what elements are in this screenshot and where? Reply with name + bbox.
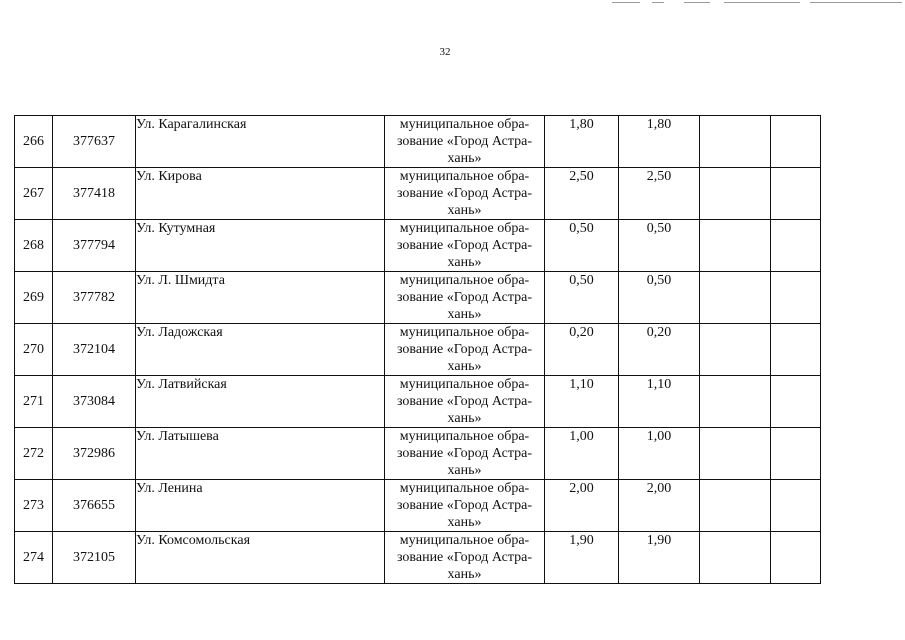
empty-cell bbox=[700, 532, 771, 584]
owner-text-line: муниципальное обра- bbox=[399, 429, 530, 444]
scan-artifact-line bbox=[684, 2, 710, 3]
object-code-cell: 377418 bbox=[53, 168, 136, 220]
owner-text-line: муниципальное обра- bbox=[399, 221, 530, 236]
owner-text-line: зование «Город Астра- bbox=[396, 498, 532, 513]
owner-cell bbox=[385, 532, 545, 584]
street-name-cell: Ул. Л. Шмидта bbox=[136, 272, 385, 324]
owner-text-line: муниципальное обра- bbox=[399, 117, 530, 132]
length-value-cell: 1,00 bbox=[545, 428, 619, 480]
length-value-cell: 2,00 bbox=[545, 480, 619, 532]
owner-text-line: хань» bbox=[447, 203, 482, 218]
row-number-cell: 271 bbox=[15, 376, 53, 428]
scan-artifact-line bbox=[612, 2, 640, 3]
object-code-cell: 377782 bbox=[53, 272, 136, 324]
empty-cell bbox=[771, 220, 821, 272]
owner-text-line: зование «Город Астра- bbox=[396, 446, 532, 461]
owner-text-line: хань» bbox=[447, 151, 482, 166]
owner-cell bbox=[385, 116, 545, 168]
object-code-cell: 372104 bbox=[53, 324, 136, 376]
empty-cell bbox=[700, 168, 771, 220]
object-code-cell: 377794 bbox=[53, 220, 136, 272]
street-name-cell: Ул. Ладожская bbox=[136, 324, 385, 376]
street-name-cell: Ул. Карагалинская bbox=[136, 116, 385, 168]
empty-cell bbox=[771, 168, 821, 220]
object-code-cell: 377637 bbox=[53, 116, 136, 168]
empty-cell bbox=[700, 220, 771, 272]
owner-text-line: зование «Город Астра- bbox=[396, 394, 532, 409]
owner-cell bbox=[385, 480, 545, 532]
owner-cell bbox=[385, 428, 545, 480]
owner-text-line: муниципальное обра- bbox=[399, 169, 530, 184]
length-value-cell: 2,50 bbox=[545, 168, 619, 220]
owner-text-line: муниципальное обра- bbox=[399, 377, 530, 392]
owner-text-line: муниципальное обра- bbox=[399, 273, 530, 288]
table-row bbox=[15, 532, 821, 584]
length-value-cell: 1,90 bbox=[619, 532, 700, 584]
row-number-cell: 269 bbox=[15, 272, 53, 324]
owner-text-line: хань» bbox=[447, 255, 482, 270]
table-row bbox=[15, 116, 821, 168]
street-name-cell: Ул. Кирова bbox=[136, 168, 385, 220]
table-row bbox=[15, 376, 821, 428]
empty-cell bbox=[771, 116, 821, 168]
street-name-cell: Ул. Латвийская bbox=[136, 376, 385, 428]
empty-cell bbox=[771, 272, 821, 324]
street-name-cell: Ул. Комсомольская bbox=[136, 532, 385, 584]
street-name-cell: Ул. Ленина bbox=[136, 480, 385, 532]
length-value-cell: 0,20 bbox=[619, 324, 700, 376]
table-row bbox=[15, 428, 821, 480]
length-value-cell: 1,80 bbox=[619, 116, 700, 168]
owner-cell bbox=[385, 376, 545, 428]
empty-cell bbox=[771, 324, 821, 376]
length-value-cell: 1,80 bbox=[545, 116, 619, 168]
object-code-cell: 373084 bbox=[53, 376, 136, 428]
owner-text-line: зование «Город Астра- bbox=[396, 186, 532, 201]
empty-cell bbox=[700, 272, 771, 324]
length-value-cell: 2,00 bbox=[619, 480, 700, 532]
owner-text-line: зование «Город Астра- bbox=[396, 290, 532, 305]
table-row bbox=[15, 272, 821, 324]
table-row bbox=[15, 324, 821, 376]
owner-text-line: зование «Город Астра- bbox=[396, 342, 532, 357]
length-value-cell: 1,90 bbox=[545, 532, 619, 584]
owner-text-line: хань» bbox=[447, 307, 482, 322]
length-value-cell: 0,50 bbox=[619, 220, 700, 272]
empty-cell bbox=[771, 480, 821, 532]
owner-text-line: хань» bbox=[447, 567, 482, 582]
empty-cell bbox=[771, 532, 821, 584]
row-number-cell: 266 bbox=[15, 116, 53, 168]
registry-table-body bbox=[15, 116, 821, 584]
owner-text-line: муниципальное обра- bbox=[399, 325, 530, 340]
owner-text-line: муниципальное обра- bbox=[399, 533, 530, 548]
registry-table bbox=[14, 115, 821, 584]
scan-artifact-line bbox=[810, 2, 902, 3]
length-value-cell: 0,20 bbox=[545, 324, 619, 376]
object-code-cell: 372986 bbox=[53, 428, 136, 480]
empty-cell bbox=[700, 480, 771, 532]
length-value-cell: 2,50 bbox=[619, 168, 700, 220]
row-number-cell: 270 bbox=[15, 324, 53, 376]
object-code-cell: 376655 bbox=[53, 480, 136, 532]
owner-cell bbox=[385, 272, 545, 324]
length-value-cell: 1,10 bbox=[545, 376, 619, 428]
length-value-cell: 1,00 bbox=[619, 428, 700, 480]
page-number: 32 bbox=[439, 46, 451, 58]
owner-text-line: хань» bbox=[447, 359, 482, 374]
table-row bbox=[15, 168, 821, 220]
table-row bbox=[15, 480, 821, 532]
empty-cell bbox=[700, 376, 771, 428]
scan-artifact-line bbox=[652, 2, 664, 3]
row-number-cell: 272 bbox=[15, 428, 53, 480]
owner-text-line: хань» bbox=[447, 411, 482, 426]
scan-artifact-line bbox=[724, 2, 800, 3]
owner-text-line: зование «Город Астра- bbox=[396, 238, 532, 253]
owner-text-line: зование «Город Астра- bbox=[396, 550, 532, 565]
empty-cell bbox=[700, 428, 771, 480]
owner-text-line: муниципальное обра- bbox=[399, 481, 530, 496]
length-value-cell: 0,50 bbox=[545, 272, 619, 324]
length-value-cell: 0,50 bbox=[545, 220, 619, 272]
empty-cell bbox=[771, 428, 821, 480]
owner-text-line: хань» bbox=[447, 463, 482, 478]
length-value-cell: 1,10 bbox=[619, 376, 700, 428]
row-number-cell: 273 bbox=[15, 480, 53, 532]
owner-cell bbox=[385, 220, 545, 272]
street-name-cell: Ул. Латышева bbox=[136, 428, 385, 480]
empty-cell bbox=[771, 376, 821, 428]
owner-cell bbox=[385, 168, 545, 220]
owner-text-line: зование «Город Астра- bbox=[396, 134, 532, 149]
row-number-cell: 267 bbox=[15, 168, 53, 220]
row-number-cell: 268 bbox=[15, 220, 53, 272]
owner-cell bbox=[385, 324, 545, 376]
empty-cell bbox=[700, 116, 771, 168]
owner-text-line: хань» bbox=[447, 515, 482, 530]
street-name-cell: Ул. Кутумная bbox=[136, 220, 385, 272]
empty-cell bbox=[700, 324, 771, 376]
row-number-cell: 274 bbox=[15, 532, 53, 584]
length-value-cell: 0,50 bbox=[619, 272, 700, 324]
object-code-cell: 372105 bbox=[53, 532, 136, 584]
table-row bbox=[15, 220, 821, 272]
